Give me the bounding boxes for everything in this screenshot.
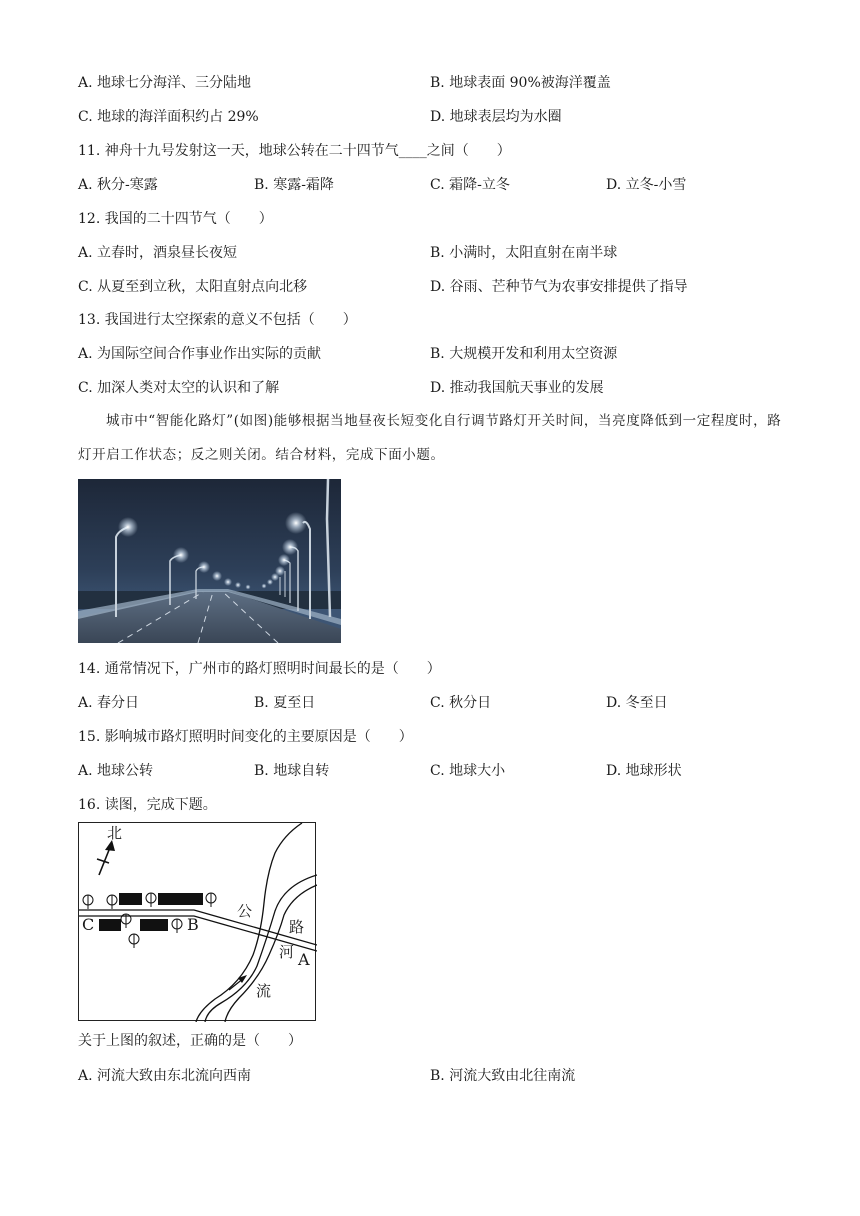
q12-option-d: D. 谷雨、芒种节气为农事安排提供了指导 — [430, 279, 688, 295]
tree-icon — [121, 914, 131, 928]
q10-option-a: A. 地球七分海洋、三分陆地 — [78, 75, 252, 91]
q12-option-a: A. 立春时，酒泉昼长夜短 — [78, 245, 238, 261]
q11-option-a: A. 秋分-寒露 — [78, 177, 158, 193]
q12-stem: 12. 我国的二十四节气（ ） — [78, 211, 273, 227]
q11-option-c: C. 霜降-立冬 — [430, 177, 510, 193]
tree-icon — [83, 895, 93, 909]
map-road-label-lu: 路 — [289, 918, 305, 936]
q12-option-c: C. 从夏至到立秋，太阳直射点向北移 — [78, 279, 308, 295]
tree-icon — [172, 919, 182, 933]
q15-option-d: D. 地球形状 — [606, 763, 682, 779]
q10-option-c: C. 地球的海洋面积约占 29% — [78, 109, 259, 125]
q13-stem: 13. 我国进行太空探索的意义不包括（ ） — [78, 312, 357, 328]
tree-icon — [146, 893, 156, 907]
q10-option-b: B. 地球表面 90%被海洋覆盖 — [430, 75, 611, 91]
q14-option-a: A. 春分日 — [78, 695, 140, 711]
material-paragraph: 城市中“智能化路灯”(如图)能够根据当地昼夜长短变化自行调节路灯开关时间，当亮度降低到一定程度时，路灯开启工作状态；反之则关闭。结合材料，完成下面小题。 — [78, 413, 782, 463]
map-road-label-gong: 公 — [237, 902, 253, 920]
tree-icon — [206, 893, 216, 907]
q14-option-c: C. 秋分日 — [430, 695, 492, 711]
map-river-label-liu: 流 — [256, 982, 272, 1000]
q12-option-b: B. 小满时，太阳直射在南半球 — [430, 245, 618, 261]
river-left-bank — [196, 823, 305, 1022]
q11-option-d: D. 立冬-小雪 — [606, 177, 687, 193]
building — [140, 919, 168, 931]
street-light-photo — [78, 479, 341, 643]
q16-substem: 关于上图的叙述，正确的是（ ） — [78, 1033, 302, 1049]
q10-option-d: D. 地球表层均为水圈 — [430, 109, 562, 125]
q16-stem: 16. 读图，完成下题。 — [78, 797, 217, 813]
q16-option-a: A. 河流大致由东北流向西南 — [78, 1068, 252, 1084]
q15-option-b: B. 地球自转 — [254, 763, 330, 779]
map-river-label-he: 河 — [279, 943, 295, 961]
map-north-label: 北 — [107, 824, 123, 842]
q13-option-a: A. 为国际空间合作事业作出实际的贡献 — [78, 346, 322, 362]
map-point-a: A — [298, 950, 310, 969]
q14-stem: 14. 通常情况下，广州市的路灯照明时间最长的是（ ） — [78, 661, 441, 677]
q13-option-d: D. 推动我国航天事业的发展 — [430, 380, 604, 396]
q11-option-b: B. 寒露-霜降 — [254, 177, 334, 193]
q11-stem: 11. 神舟十九号发射这一天，地球公转在二十四节气____之间（ ） — [78, 143, 511, 159]
q13-option-c: C. 加深人类对太空的认识和了解 — [78, 380, 280, 396]
q15-stem: 15. 影响城市路灯照明时间变化的主要原因是（ ） — [78, 729, 413, 745]
building — [99, 919, 121, 931]
tree-icon — [129, 934, 139, 948]
building — [119, 893, 142, 905]
q14-option-d: D. 冬至日 — [606, 695, 668, 711]
q13-option-b: B. 大规模开发和利用太空资源 — [430, 346, 618, 362]
map-point-c: C — [82, 915, 95, 934]
river-road-map — [78, 822, 316, 1021]
q16-option-b: B. 河流大致由北往南流 — [430, 1068, 576, 1084]
q14-option-b: B. 夏至日 — [254, 695, 316, 711]
tree-icon — [107, 895, 117, 909]
map-point-b: B — [187, 915, 199, 934]
building — [158, 893, 203, 905]
q15-option-a: A. 地球公转 — [78, 763, 154, 779]
q15-option-c: C. 地球大小 — [430, 763, 506, 779]
